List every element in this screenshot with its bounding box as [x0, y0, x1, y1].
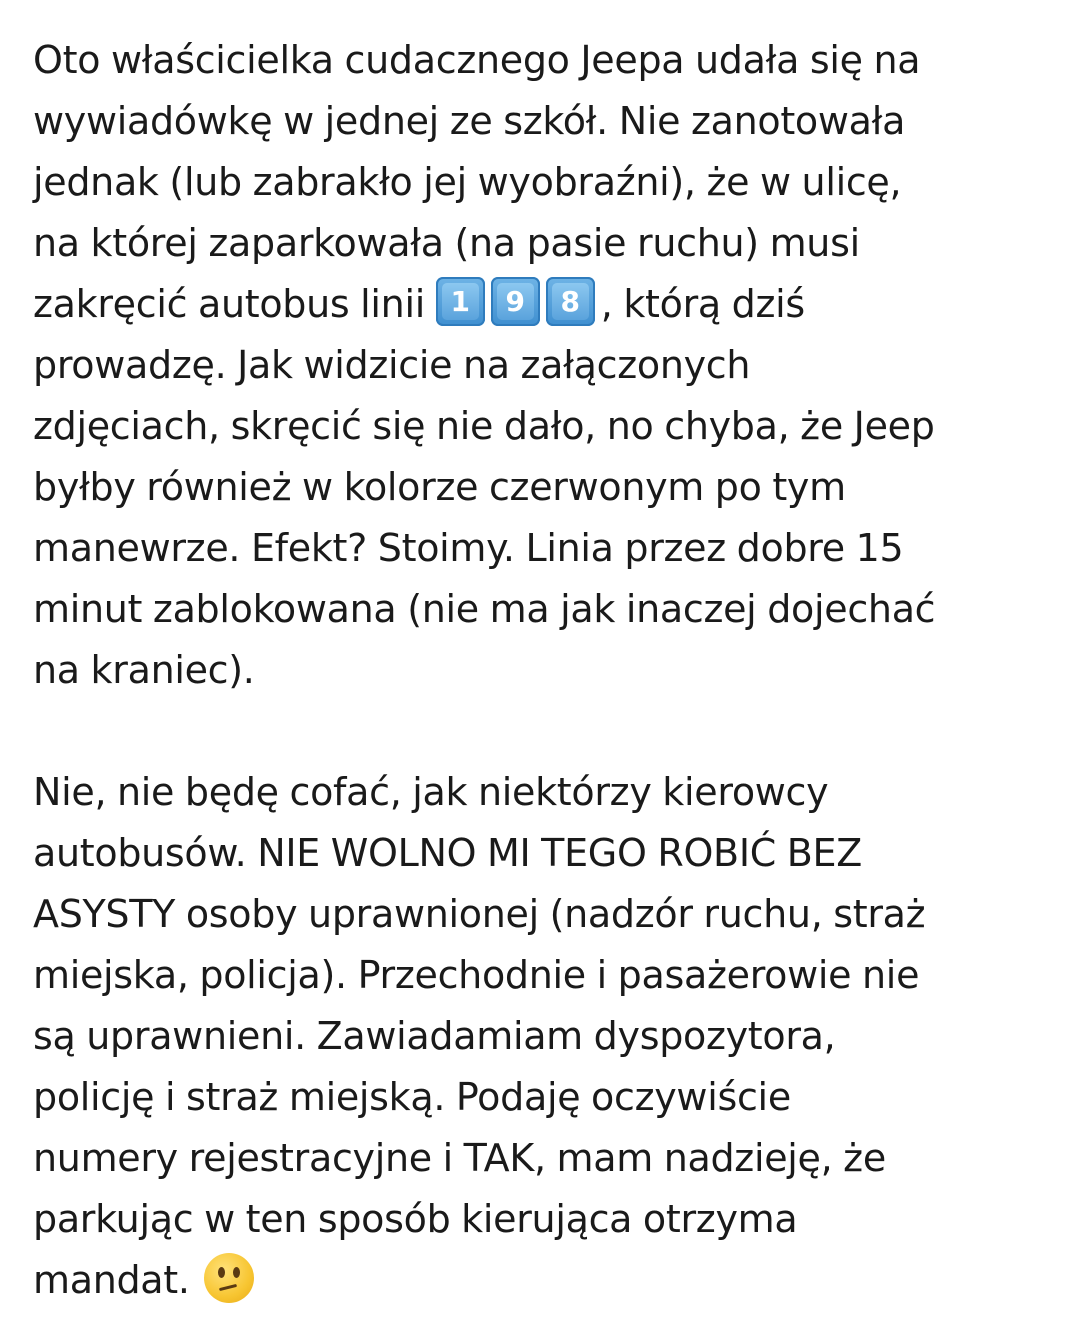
confused-face-icon: [204, 1253, 254, 1303]
text-line: Nie, nie będę cofać, jak niektórzy kierowcy: [33, 770, 829, 814]
text-line: autobusów. NIE WOLNO MI TEGO ROBIĆ BEZ: [33, 831, 862, 875]
text-segment: , którą dziś: [600, 282, 805, 326]
keycap-digit: 1: [442, 283, 479, 320]
text-line: policję i straż miejską. Podaję oczywiście: [33, 1075, 791, 1119]
keycap-1-icon: [436, 277, 485, 326]
text-segment: zakręcić autobus linii: [33, 282, 425, 326]
text-line: na której zaparkowała (na pasie ruchu) musi: [33, 221, 860, 265]
text-line: na kraniec).: [33, 648, 255, 692]
keycap-9-icon: [491, 277, 540, 326]
paragraph-gap: [33, 701, 1063, 762]
keycap-digit: 9: [497, 283, 534, 320]
text-line: jednak (lub zabrakło jej wyobraźni), że w ulicę,: [33, 160, 902, 204]
keycap-digit: 8: [552, 283, 589, 320]
text-line: parkując w ten sposób kierująca otrzyma: [33, 1197, 798, 1241]
paragraph-1: [33, 30, 1063, 701]
text-line: numery rejestracyjne i TAK, mam nadzieję, że: [33, 1136, 886, 1180]
text-line: wywiadówkę w jednej ze szkół. Nie zanotowała: [33, 99, 906, 143]
text-line: byłby również w kolorze czerwonym po tym: [33, 465, 846, 509]
text-line: prowadzę. Jak widzicie na załączonych: [33, 343, 751, 387]
keycap-8-icon: [546, 277, 595, 326]
text-line: minut zablokowana (nie ma jak inaczej dojechać: [33, 587, 936, 631]
text-line-with-emoji: [33, 1250, 1063, 1311]
text-segment: mandat.: [33, 1258, 190, 1302]
post-body: [33, 30, 1063, 1311]
text-line: ASYSTY osoby uprawnionej (nadzór ruchu, straż: [33, 892, 926, 936]
text-line: zdjęciach, skręcić się nie dało, no chyba, że Jeep: [33, 404, 935, 448]
text-line-with-keycaps: [33, 274, 1063, 335]
text-line: manewrze. Efekt? Stoimy. Linia przez dobre 15: [33, 526, 904, 570]
paragraph-2: [33, 762, 1063, 1311]
text-line: są uprawnieni. Zawiadamiam dyspozytora,: [33, 1014, 836, 1058]
text-line: miejska, policja). Przechodnie i pasażerowie nie: [33, 953, 920, 997]
text-line: Oto właścicielka cudacznego Jeepa udała się na: [33, 38, 921, 82]
